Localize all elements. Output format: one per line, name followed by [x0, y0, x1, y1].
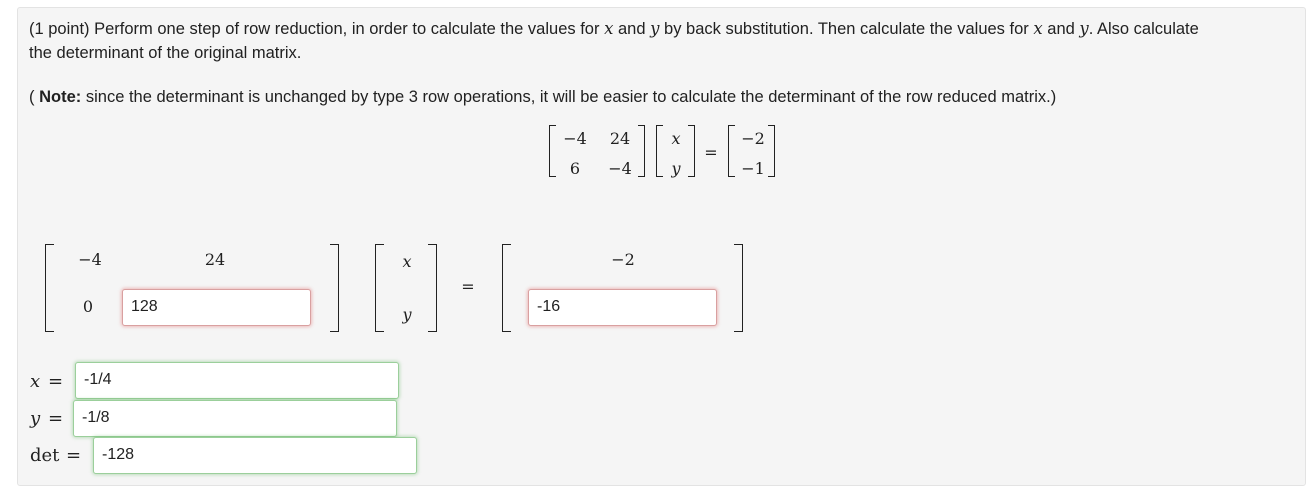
- instruction-text-b: by back substitution. Then calculate the values for: [664, 20, 1029, 38]
- reduced-matrix-bracket-open: [45, 244, 54, 332]
- problem-statement: [29, 17, 1294, 65]
- x-label: x: [30, 371, 41, 392]
- system-equals: =: [704, 143, 718, 162]
- reduced-vector-y: y: [402, 305, 412, 324]
- instruction-line-2: the determinant of the original matrix.: [29, 44, 302, 62]
- instruction-text-a: Perform one step of row reduction, in order to calculate the values for: [94, 20, 600, 38]
- y-label: y: [30, 408, 41, 429]
- matrix-left-bracket-open: [549, 125, 556, 177]
- rhs-b2: −1: [741, 159, 765, 178]
- and-text-1: and: [617, 20, 646, 38]
- x-equals: =: [48, 371, 64, 392]
- reduced-vector-bracket-open: [375, 244, 384, 332]
- var-y-2: y: [1079, 19, 1089, 38]
- y-answer-input[interactable]: -1/8: [73, 400, 397, 437]
- matrix-left-bracket-close: [638, 125, 645, 177]
- det-answer-input[interactable]: -128: [93, 437, 417, 474]
- vector-x: x: [671, 129, 681, 148]
- matrix-a21: 6: [569, 159, 581, 178]
- reduced-a11: −4: [78, 250, 102, 269]
- reduced-rhs-b1: −2: [611, 250, 635, 269]
- var-x: x: [604, 19, 614, 38]
- matrix-a12: 24: [609, 129, 631, 148]
- rhs-b1: −2: [741, 129, 765, 148]
- vector-y: y: [671, 159, 681, 178]
- x-answer-input[interactable]: -1/4: [75, 362, 399, 399]
- and-text-2: and: [1047, 20, 1075, 38]
- var-x-2: x: [1033, 19, 1043, 38]
- points-label: (1 point): [29, 20, 90, 38]
- note-text: since the determinant is unchanged by type 3 row operations, it will be easier to calculate the determinant of the row reduced matrix.): [85, 88, 1057, 106]
- note-open-paren: (: [29, 88, 35, 106]
- instruction-text-c: . Also calculate: [1088, 20, 1199, 38]
- reduced-rhs-bracket-open: [502, 244, 511, 332]
- matrix-a22: −4: [608, 159, 632, 178]
- y-equals: =: [48, 408, 64, 429]
- note: [29, 85, 1056, 109]
- note-label: Note:: [39, 88, 82, 106]
- reduced-a12: 24: [204, 250, 226, 269]
- matrix-a11: −4: [563, 129, 587, 148]
- reduced-a21: 0: [82, 297, 94, 316]
- reduced-a22-input[interactable]: 128: [122, 289, 311, 326]
- reduced-rhs-bracket-close: [734, 244, 743, 332]
- det-label: det: [30, 445, 60, 466]
- rhs-bracket-close: [768, 125, 775, 177]
- reduced-matrix-bracket-close: [330, 244, 339, 332]
- var-y: y: [650, 19, 660, 38]
- reduced-rhs-b2-input[interactable]: -16: [528, 289, 717, 326]
- reduced-vector-x: x: [402, 252, 412, 271]
- det-equals: =: [66, 445, 82, 466]
- vector-bracket-close: [688, 125, 695, 177]
- reduced-equals: =: [461, 277, 475, 296]
- reduced-vector-bracket-close: [428, 244, 437, 332]
